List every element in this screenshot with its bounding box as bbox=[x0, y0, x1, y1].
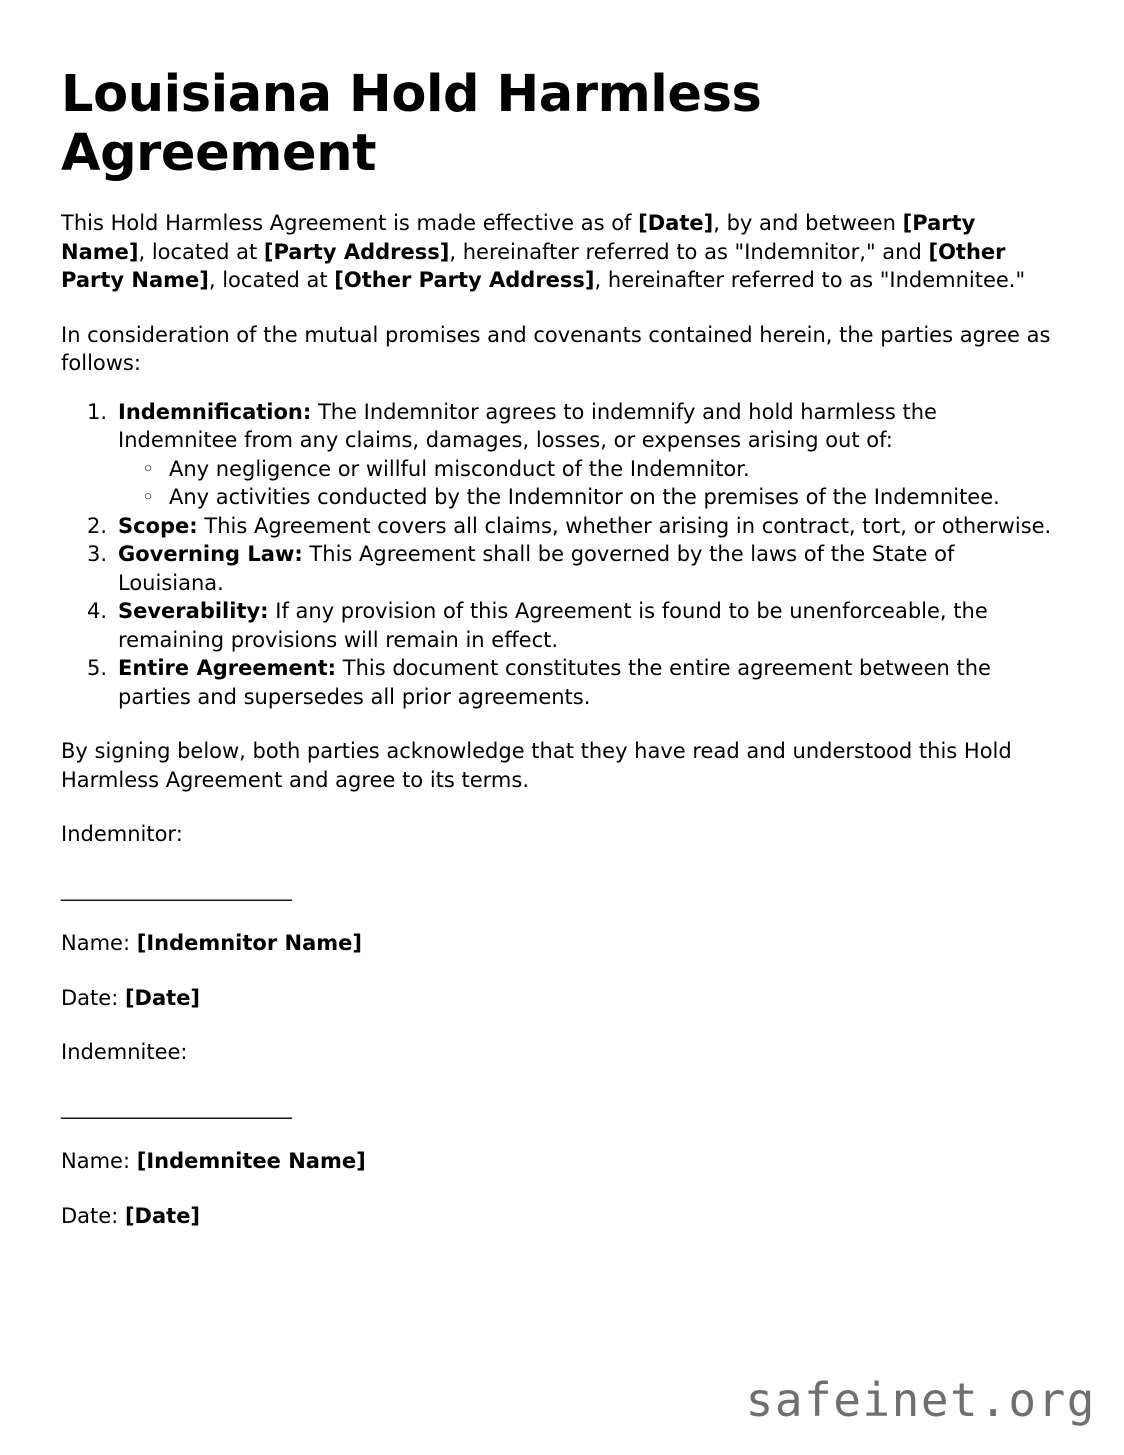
intro-text-2: , by and between bbox=[713, 211, 903, 236]
list-item bbox=[118, 483, 1062, 512]
clause-heading: Scope: bbox=[118, 513, 198, 538]
other-party-address-placeholder: [Other Party Address] bbox=[334, 268, 595, 293]
intro-text-1: This Hold Harmless Agreement is made effective as of bbox=[61, 211, 639, 236]
acknowledgement-paragraph: By signing below, both parties acknowledge that they have read and understood this Hold Harmless Agreement and agree to its terms. bbox=[61, 739, 1012, 792]
clause-heading: Severability: bbox=[118, 599, 269, 624]
indemnitor-label: Indemnitor: bbox=[61, 822, 183, 847]
indemnitee-date-label: Date: bbox=[61, 1203, 125, 1228]
indemnitor-name-row bbox=[61, 903, 1062, 958]
clause-heading: Governing Law: bbox=[118, 542, 303, 567]
party-address-placeholder: [Party Address] bbox=[263, 239, 450, 264]
circle-bullet-icon: ◦ bbox=[142, 485, 155, 510]
indemnitee-label: Indemnitee: bbox=[61, 1040, 188, 1065]
clause-body: This Agreement shall be governed by the laws of the State of Louisiana. bbox=[118, 542, 955, 595]
page-title: Louisiana Hold Harmless Agreement bbox=[61, 65, 762, 183]
clause-heading: Indemnification: bbox=[118, 399, 312, 424]
circle-bullet-icon: ◦ bbox=[142, 456, 155, 481]
clause-body: This document constitutes the entire agreement between the parties and supersedes all prior agreements. bbox=[118, 656, 991, 709]
indemnitee-date-row bbox=[61, 1176, 1062, 1231]
indemnitor-date-value: [Date] bbox=[124, 985, 201, 1010]
other-party-name-placeholder: [Other Party Name] bbox=[61, 239, 1006, 293]
intro-text-3: , located at bbox=[138, 239, 264, 264]
clause-item-entire-agreement bbox=[61, 654, 1062, 711]
clause-item-scope bbox=[61, 512, 1062, 541]
indemnitor-date-label: Date: bbox=[61, 985, 125, 1010]
clause-body: The Indemnitor agrees to indemnify and hold harmless the Indemnitee from any claims, damages, losses, or expenses arising out of: bbox=[118, 399, 937, 453]
clause-heading: Entire Agreement: bbox=[118, 656, 337, 681]
intro-paragraph bbox=[61, 183, 1062, 295]
intro-text-6: , hereinafter referred to as "Indemnitee." bbox=[594, 268, 1026, 293]
indemnitee-signature-line[interactable]: ______________________ bbox=[61, 1094, 292, 1119]
clause-list bbox=[61, 378, 1062, 712]
indemnitor-date-row bbox=[61, 958, 1062, 1013]
indemnitor-name-label: Name: bbox=[61, 931, 137, 956]
list-number-marker bbox=[61, 654, 107, 683]
clause-item-governing-law bbox=[61, 540, 1062, 597]
consideration-paragraph: In consideration of the mutual promises and covenants contained herein, the parties agree as follows: bbox=[61, 322, 1051, 376]
indemnitee-name-label: Name: bbox=[61, 1149, 137, 1174]
clause-sublist bbox=[118, 455, 1062, 512]
clause-item-severability bbox=[61, 597, 1062, 654]
clause-body: If any provision of this Agreement is found to be unenforceable, the remaining provisions will remain in effect. bbox=[118, 599, 988, 652]
indemnitor-name-value: [Indemnitor Name] bbox=[136, 931, 362, 956]
site-watermark: safeinet.org bbox=[745, 1373, 1096, 1427]
list-item bbox=[118, 455, 1062, 484]
sublist-text: Any negligence or willful misconduct of the Indemnitor. bbox=[169, 456, 750, 481]
clause-item-indemnification bbox=[61, 398, 1062, 512]
intro-text-5: , located at bbox=[208, 268, 335, 293]
list-number-marker bbox=[61, 398, 107, 427]
clause-body: This Agreement covers all claims, whether arising in contract, tort, or otherwise. bbox=[197, 513, 1052, 538]
intro-text-4: , hereinafter referred to as "Indemnitor," and bbox=[449, 239, 929, 264]
list-number-marker bbox=[61, 597, 107, 626]
indemnitor-signature-line[interactable]: ______________________ bbox=[61, 876, 292, 901]
sublist-text: Any activities conducted by the Indemnitor on the premises of the Indemnitee. bbox=[169, 485, 1000, 510]
date-placeholder: [Date] bbox=[638, 211, 714, 236]
indemnitee-date-value: [Date] bbox=[124, 1203, 201, 1228]
list-number-marker bbox=[61, 540, 107, 569]
indemnitee-name-value: [Indemnitee Name] bbox=[136, 1149, 366, 1174]
list-number-marker bbox=[61, 512, 107, 541]
party-name-placeholder: [Party Name] bbox=[61, 211, 976, 264]
indemnitee-name-row bbox=[61, 1121, 1062, 1176]
document-body bbox=[61, 0, 1062, 1230]
